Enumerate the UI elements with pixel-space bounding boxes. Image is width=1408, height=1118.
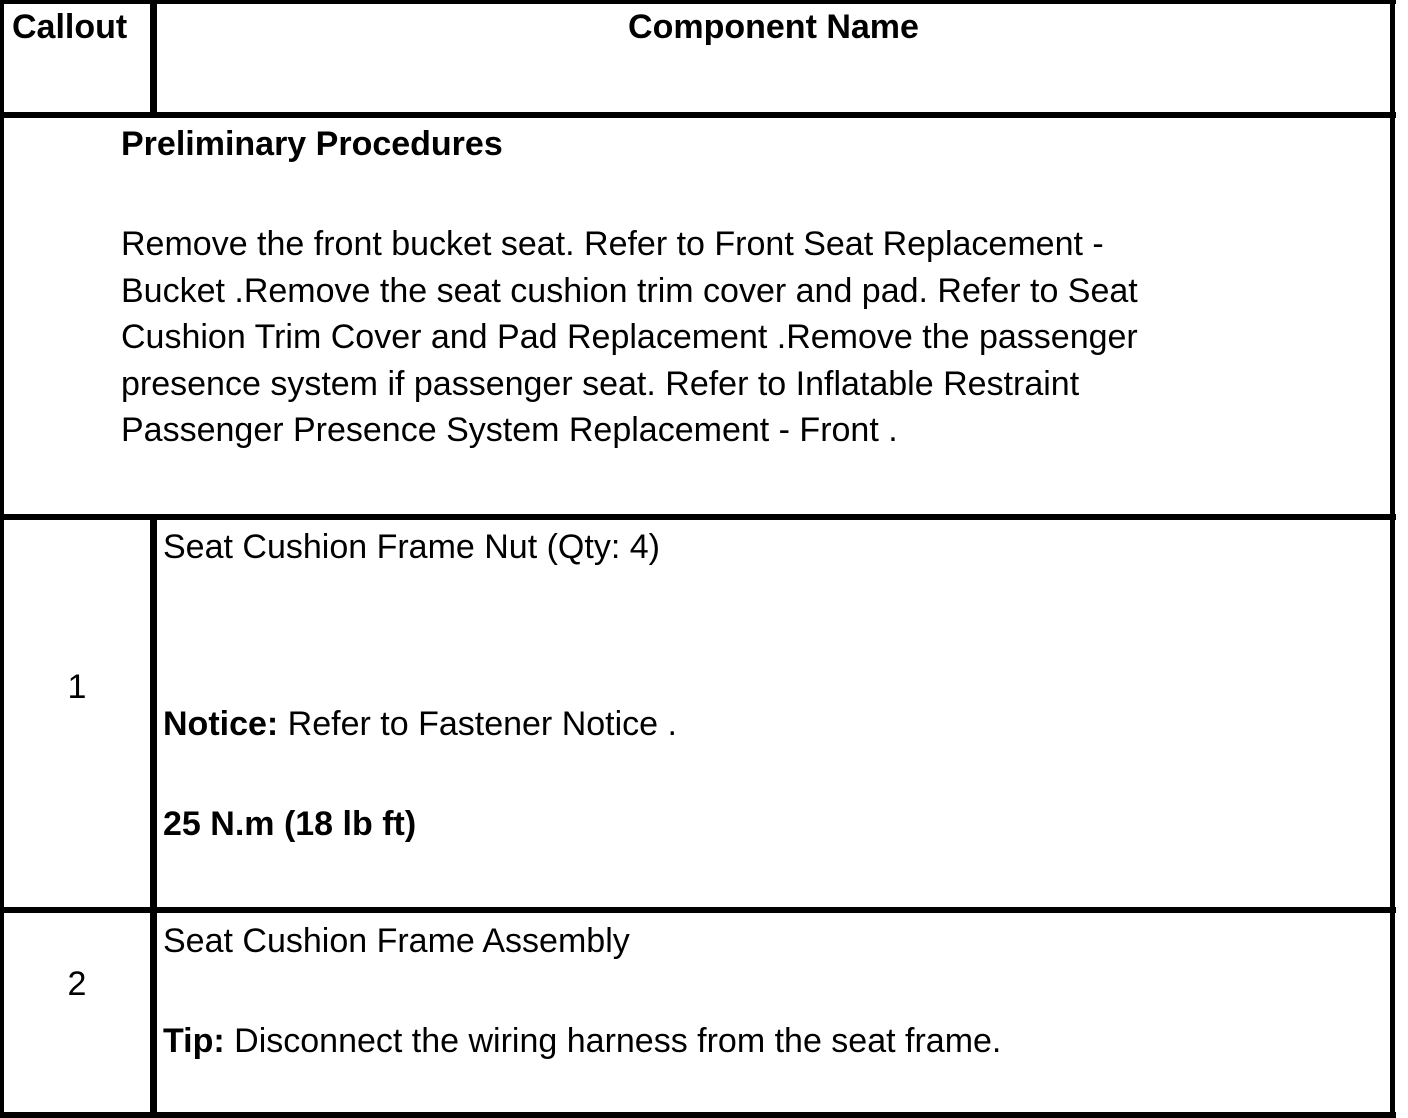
header-column-divider: [150, 0, 157, 115]
preliminary-body: [121, 221, 1138, 454]
preliminary-line: Bucket .Remove the seat cushion trim cover and pad. Refer to Seat: [121, 271, 1138, 310]
tip-text: Disconnect the wiring harness from the seat frame.: [224, 1022, 1002, 1060]
table-border-top: [2, 0, 1396, 4]
header-row-divider: [2, 112, 1396, 118]
preliminary-line: Passenger Presence System Replacement - Front .: [121, 411, 898, 450]
header-component-name: Component Name: [628, 8, 919, 46]
preliminary-line: presence system if passenger seat. Refer to Inflatable Restraint: [121, 364, 1080, 403]
row-2-tip: [163, 1024, 1001, 1058]
notice-text: Refer to Fastener Notice .: [278, 705, 677, 743]
row-1-component-name: Seat Cushion Frame Nut (Qty: 4): [163, 528, 660, 566]
row-1-divider: [2, 907, 1396, 913]
preliminary-line: Remove the front bucket seat. Refer to Front Seat Replacement -: [121, 225, 1104, 263]
tip-label: Tip:: [163, 1022, 225, 1060]
preliminary-row-divider: [2, 514, 1396, 520]
row-1-callout: 1: [67, 668, 87, 706]
row-2-column-divider: [150, 910, 157, 1115]
header-callout: Callout: [12, 8, 128, 46]
row-1-torque: 25 N.m (18 lb ft): [163, 805, 417, 843]
row-2-component-name: Seat Cushion Frame Assembly: [163, 922, 630, 960]
preliminary-line: Cushion Trim Cover and Pad Replacement .Remove the passenger: [121, 318, 1138, 357]
row-1-notice: [163, 707, 677, 741]
row-1-column-divider: [150, 517, 157, 910]
row-2-callout: 2: [67, 965, 87, 1003]
notice-label: Notice:: [163, 705, 279, 743]
table-border-right: [1390, 0, 1395, 1118]
preliminary-title: Preliminary Procedures: [121, 125, 503, 163]
table-border-bottom: [2, 1112, 1396, 1118]
table-border-left: [0, 0, 4, 1118]
